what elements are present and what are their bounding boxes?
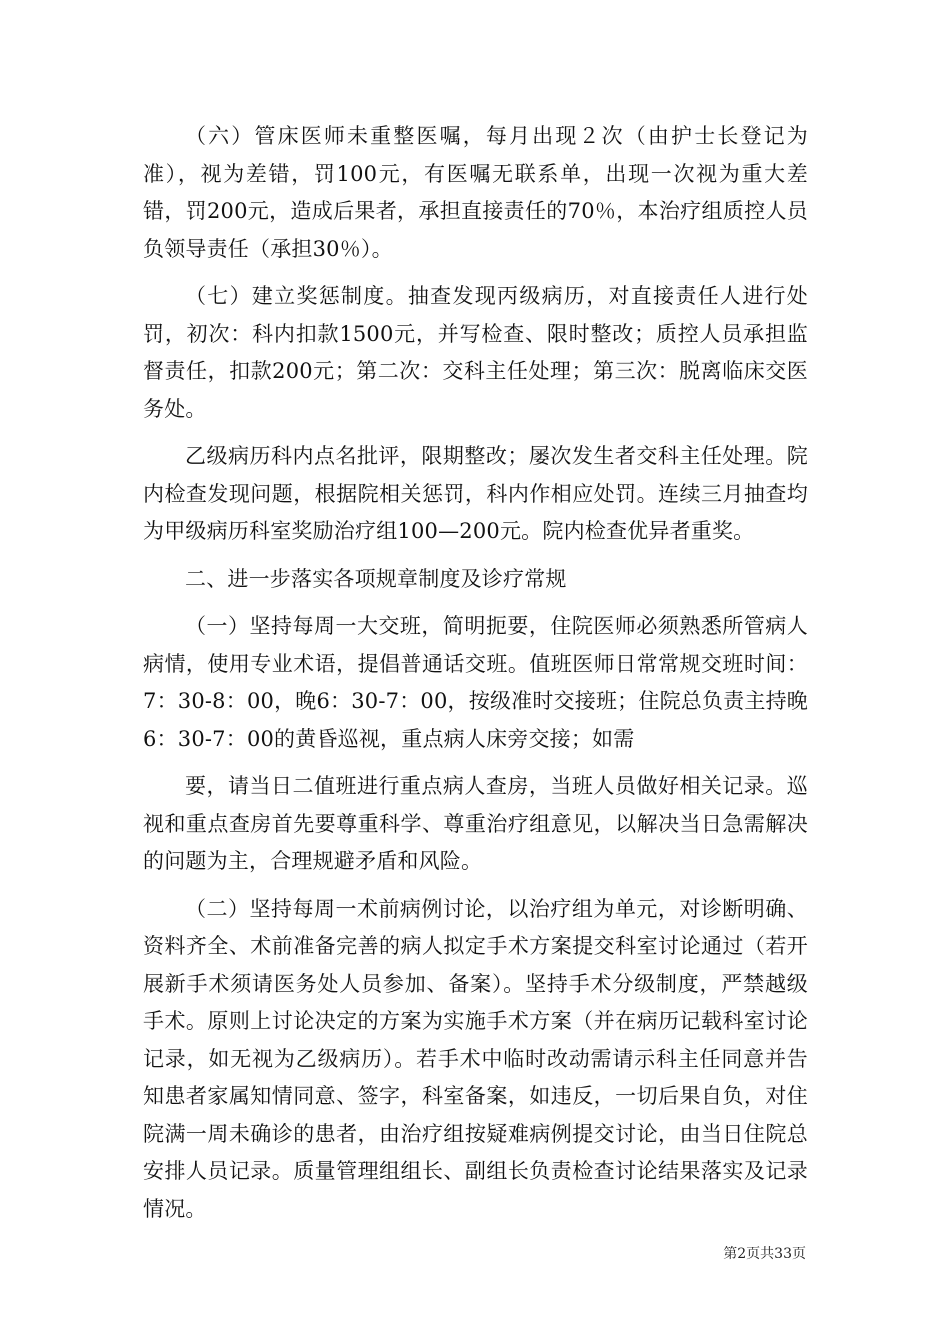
paragraph-continuation: 要，请当日二值班进行重点病人查房，当班人员做好相关记录。巡视和重点查房首先要尊重科学、尊重治疗组意见，以解决当日急需解决的问题为主，合理规避矛盾和风险。 — [143, 774, 808, 873]
paragraph-one: （一）坚持每周一大交班，简明扼要，住院医师必须熟悉所管病人病情，使用专业术语，提倡普通话交班。值班医师日常常规交班时间：7：30-8：00，晚6：30-7：00，按级准时交接班；住院总负责主持晚6：30-7：00的黄昏巡视，重点病人床旁交接；如需 — [143, 614, 808, 751]
paragraph-six: （六）管床医师未重整医嘱，每月出现２次（由护士长登记为准），视为差错，罚100元，有医嘱无联系单，出现一次视为重大差错，罚200元，造成后果者，承担直接责任的70％，本治疗组质控人员负领导责任（承担30％）。 — [143, 124, 808, 261]
paragraph-grade-b: 乙级病历科内点名批评，限期整改；屡次发生者交科主任处理。院内检查发现问题，根据院相关惩罚，科内作相应处罚。连续三月抽查均为甲级病历科室奖励治疗组100—200元。院内检查优异者重奖。 — [143, 444, 808, 543]
paragraph-seven: （七）建立奖惩制度。抽查发现丙级病历，对直接责任人进行处罚，初次：科内扣款1500元，并写检查、限时整改；质控人员承担监督责任，扣款200元；第二次：交科主任处理；第三次：脱离临床交医务处。 — [143, 284, 808, 421]
paragraph-two: （二）坚持每周一术前病例讨论，以治疗组为单元，对诊断明确、资料齐全、术前准备完善的病人拟定手术方案提交科室讨论通过（若开展新手术须请医务处人员参加、备案）。坚持手术分级制度，严禁越级手术。原则上讨论决定的方案为实施手术方案（并在病历记载科室讨论记录，如无视为乙级病历）。若手术中临时改动需请示科主任同意并告知患者家属知情同意、签字，科室备案，如违反，一切后果自负，对住院满一周未确诊的患者，由治疗组按疑难病例提交讨论，由当日住院总安排人员记录。质量管理组组长、副组长负责检查讨论结果落实及记录情况。 — [143, 896, 808, 1221]
document-body — [143, 118, 808, 1238]
page-number: 第2页共33页 — [723, 1246, 806, 1262]
section-heading-two: 二、进一步落实各项规章制度及诊疗常规 — [185, 566, 567, 591]
